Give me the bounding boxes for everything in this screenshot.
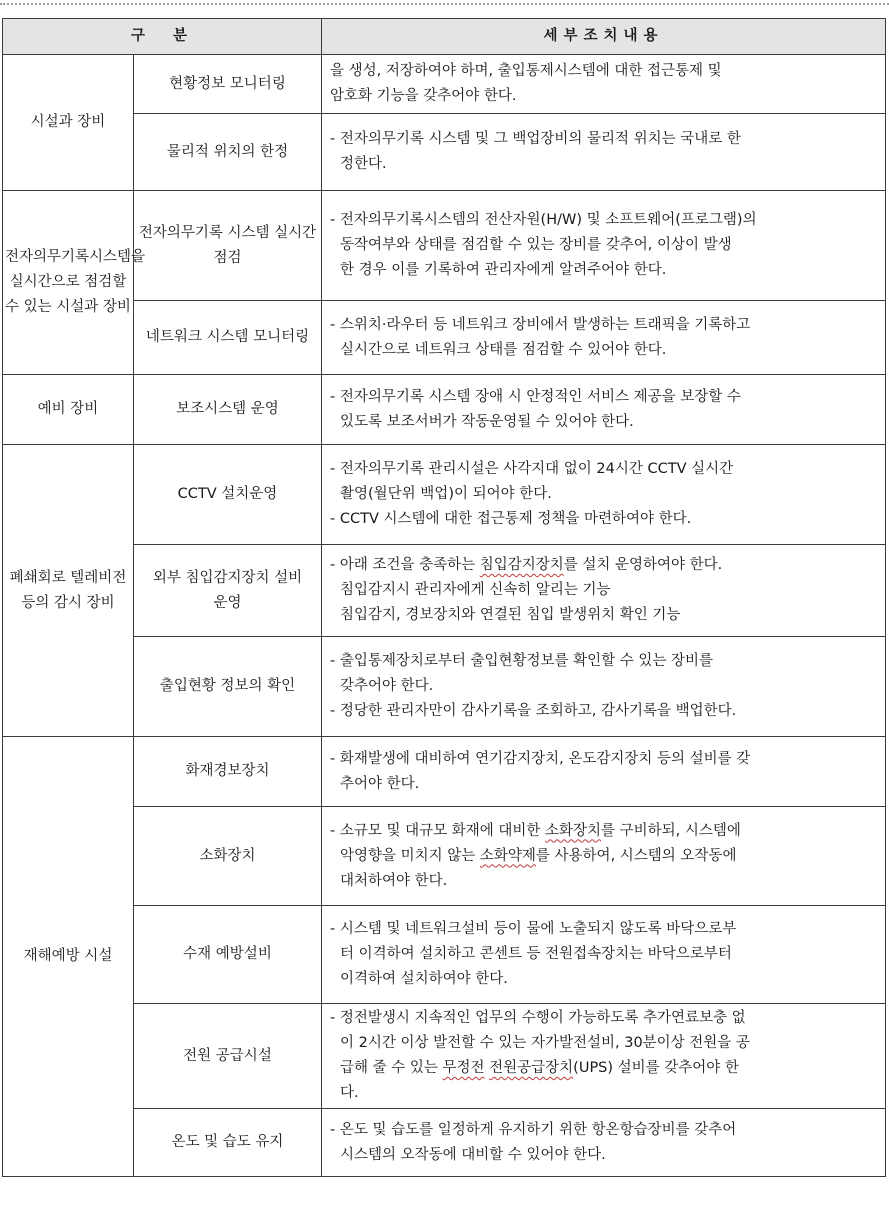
item-name-cell: 수재 예방설비 [134, 906, 322, 1004]
table-body [3, 55, 886, 1177]
detail-line: - 출입통제장치로부터 출입현황정보를 확인할 수 있는 장비를 [330, 653, 714, 669]
item-name-cell: 외부 침입감지장치 설비 운영 [134, 545, 322, 637]
category-cell: 폐쇄회로 텔레비전 등의 감시 장비 [3, 445, 134, 737]
table-row [3, 545, 886, 637]
header-category: 구 분 [3, 19, 322, 55]
detail-line: 이격하여 설치하여야 한다. [340, 971, 508, 987]
detail-cell [322, 301, 886, 375]
detail-line: - 스위치·라우터 등 네트워크 장비에서 발생하는 트래픽을 기록하고 [330, 316, 751, 333]
item-name-cell: 소화장치 [134, 807, 322, 906]
item-name-cell: CCTV 설치운영 [134, 445, 322, 545]
detail-cell [322, 1004, 886, 1109]
detail-line: - 정당한 관리자만이 감사기록을 조회하고, 감사기록을 백업한다. [330, 703, 737, 719]
detail-line: 침입감지, 경보장치와 연결된 침입 발생위치 확인 기능 [340, 607, 681, 623]
detail-line: - 아래 조건을 충족하는 침입감지장치를 설치 운영하여야 한다. [330, 557, 723, 573]
detail-line: 촬영(월단위 백업)이 되어야 한다. [340, 486, 552, 502]
item-name-cell: 물리적 위치의 한정 [134, 114, 322, 191]
item-name-cell: 화재경보장치 [134, 737, 322, 807]
table-row [3, 807, 886, 906]
table-row [3, 55, 886, 114]
detail-line: - 전자의무기록 시스템 장애 시 안정적인 서비스 제공을 보장할 수 [330, 388, 741, 405]
item-name-cell: 보조시스템 운영 [134, 375, 322, 445]
detail-line: - 온도 및 습도를 일정하게 유지하기 위한 항온항습장비를 갖추어 [330, 1121, 737, 1138]
table-row [3, 1004, 886, 1109]
detail-cell [322, 55, 886, 114]
detail-line: - 정전발생시 지속적인 업무의 수행이 가능하도록 추가연료보충 없 [330, 1010, 746, 1026]
detail-line: 을 생성, 저장하여야 하며, 출입통제시스템에 대한 접근통제 및 [330, 63, 722, 79]
detail-line: 시스템의 오작동에 대비할 수 있어야 한다. [340, 1146, 606, 1163]
detail-cell [322, 545, 886, 637]
header-row [3, 19, 886, 55]
detail-cell [322, 114, 886, 191]
table-row [3, 637, 886, 737]
item-name-cell: 온도 및 습도 유지 [134, 1109, 322, 1177]
detail-line: - 전자의무기록 관리시설은 사각지대 없이 24시간 CCTV 실시간 [330, 461, 734, 477]
detail-cell [322, 737, 886, 807]
detail-line: 다. [340, 1085, 359, 1101]
table-row [3, 114, 886, 191]
table-row [3, 301, 886, 375]
detail-line: 터 이격하여 설치하고 콘센트 등 전원접속장치는 바닥으로부터 [340, 946, 732, 962]
table-row [3, 445, 886, 545]
detail-cell [322, 906, 886, 1004]
detail-line: 추어야 한다. [340, 775, 420, 792]
item-name-cell: 현황정보 모니터링 [134, 55, 322, 114]
detail-line: 동작여부와 상태를 점검할 수 있는 장비를 갖추어, 이상이 발생 [340, 237, 732, 253]
table-row [3, 191, 886, 301]
item-name-cell: 전자의무기록 시스템 실시간 점검 [134, 191, 322, 301]
detail-line: 악영향을 미치지 않는 소화약제를 사용하여, 시스템의 오작동에 [340, 847, 737, 864]
category-cell: 전자의무기록시스템을 실시간으로 점검할 수 있는 시설과 장비 [3, 191, 134, 375]
detail-cell [322, 807, 886, 906]
detail-line: 침입감지시 관리자에게 신속히 알리는 기능 [340, 582, 611, 598]
table-row [3, 375, 886, 445]
detail-line: 대처하여야 한다. [340, 872, 448, 889]
table-row [3, 1109, 886, 1177]
measures-table [2, 18, 886, 1177]
item-name-cell: 출입현황 정보의 확인 [134, 637, 322, 737]
table-row [3, 906, 886, 1004]
detail-line: - 전자의무기록시스템의 전산자원(H/W) 및 소프트웨어(프로그램)의 [330, 212, 757, 228]
item-name-cell: 전원 공급시설 [134, 1004, 322, 1109]
header-detail: 세부조치내용 [322, 19, 886, 55]
detail-cell [322, 637, 886, 737]
detail-line: 암호화 기능을 갖추어야 한다. [330, 88, 517, 104]
detail-cell [322, 445, 886, 545]
detail-line: 한 경우 이를 기록하여 관리자에게 알려주어야 한다. [340, 262, 667, 278]
detail-cell [322, 1109, 886, 1177]
table-row [3, 737, 886, 807]
category-cell: 시설과 장비 [3, 55, 134, 191]
detail-cell [322, 191, 886, 301]
detail-line: - CCTV 시스템에 대한 접근통제 정책을 마련하여야 한다. [330, 511, 692, 527]
detail-line: - 전자의무기록 시스템 및 그 백업장비의 물리적 위치는 국내로 한 [330, 131, 741, 147]
detail-cell [322, 375, 886, 445]
detail-line: - 소규모 및 대규모 화재에 대비한 소화장치를 구비하되, 시스템에 [330, 822, 741, 839]
detail-line: 정한다. [340, 156, 387, 172]
item-name-cell: 네트워크 시스템 모니터링 [134, 301, 322, 375]
detail-line: 있도록 보조서버가 작동운영될 수 있어야 한다. [340, 413, 634, 430]
category-cell: 예비 장비 [3, 375, 134, 445]
category-cell: 재해예방 시설 [3, 737, 134, 1177]
detail-line: 급해 줄 수 있는 무정전 전원공급장치(UPS) 설비를 갖추어야 한 [340, 1060, 739, 1076]
detail-line: - 시스템 및 네트워크설비 등이 물에 노출되지 않도록 바닥으로부 [330, 921, 737, 937]
top-dotted-rule [0, 3, 889, 5]
detail-line: 실시간으로 네트워크 상태를 점검할 수 있어야 한다. [340, 341, 667, 358]
detail-line: - 화재발생에 대비하여 연기감지장치, 온도감지장치 등의 설비를 갖 [330, 750, 751, 767]
detail-line: 이 2시간 이상 발전할 수 있는 자가발전설비, 30분이상 전원을 공 [340, 1035, 750, 1051]
detail-line: 갖추어야 한다. [340, 678, 434, 694]
